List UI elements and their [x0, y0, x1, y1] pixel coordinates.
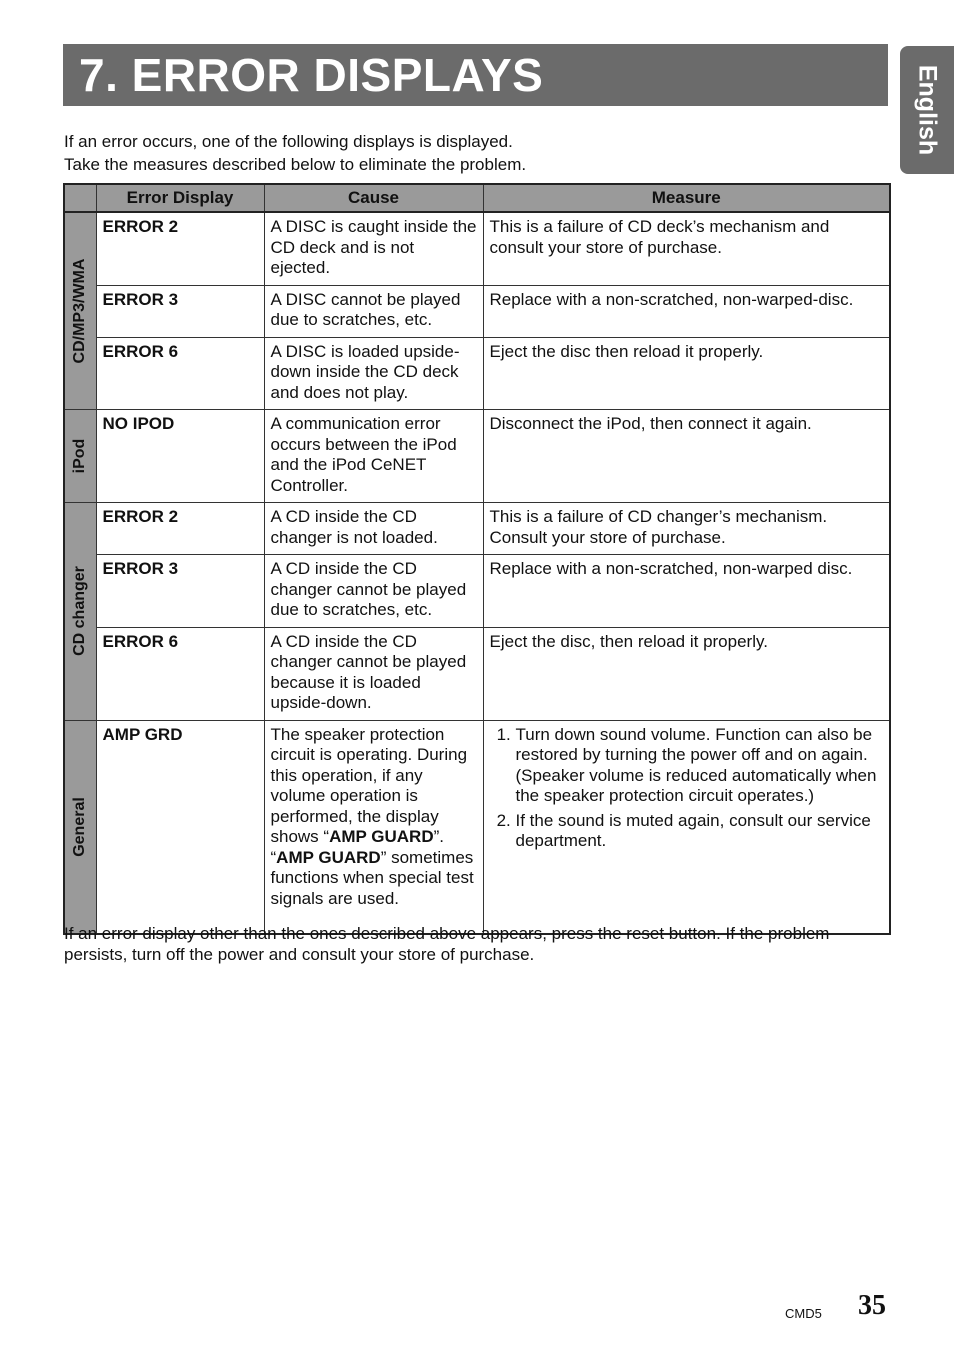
measure-item	[516, 811, 884, 852]
table-row	[64, 720, 890, 934]
error-code: ERROR 2	[96, 212, 264, 285]
measure-item-note: (Speaker volume is reduced automatically when the speaker protection circuit operates.)	[515, 765, 877, 805]
group-label-cell	[64, 212, 96, 410]
group-label-cell	[64, 410, 96, 503]
header-cause: Cause	[264, 184, 483, 212]
measure-item	[516, 725, 884, 807]
error-cause: A DISC is caught inside the CD deck and is not ejected.	[264, 212, 483, 285]
table-header-row	[64, 184, 890, 212]
intro-line: If an error occurs, one of the following displays is displayed.	[64, 132, 513, 151]
error-measure: This is a failure of CD changer’s mechanism. Consult your store of purchase.	[483, 503, 890, 555]
cause-emphasis: AMP GUARD	[329, 827, 434, 846]
error-code: ERROR 6	[96, 337, 264, 410]
error-cause: A DISC cannot be played due to scratches, etc.	[264, 285, 483, 337]
intro-line: Take the measures described below to eliminate the problem.	[64, 155, 527, 174]
cause-text: ” sometimes functions when special test signals are used.	[270, 847, 474, 908]
error-code: ERROR 6	[96, 627, 264, 720]
error-code: ERROR 3	[96, 555, 264, 628]
measure-list	[490, 725, 884, 852]
language-tab	[900, 46, 954, 174]
intro-text	[64, 130, 526, 176]
cause-text: ”. “	[270, 827, 444, 867]
table-row	[64, 503, 890, 555]
section-title-bar	[63, 44, 888, 106]
table-row	[64, 627, 890, 720]
error-cause: A CD inside the CD changer cannot be played because it is loaded upside-down.	[264, 627, 483, 720]
page-number: 35	[858, 1290, 886, 1321]
group-label-cell	[64, 503, 96, 721]
error-measure	[483, 720, 890, 934]
cause-emphasis: AMP GUARD	[276, 847, 381, 867]
page-title: 7. ERROR DISPLAYS	[79, 49, 544, 101]
group-label: CD/MP3/WMA	[71, 258, 88, 364]
error-code: AMP GRD	[96, 720, 264, 934]
table-row	[64, 212, 890, 285]
footer-note: If an error display other than the ones described above appears, press the reset button. If the problem persists, turn off the power and consult your store of purchase.	[64, 924, 830, 964]
group-label-cell	[64, 720, 96, 934]
error-cause: A DISC is loaded upside-down inside the CD deck and does not play.	[264, 337, 483, 410]
error-cause: A communication error occurs between the iPod and the iPod CeNET Controller.	[264, 410, 483, 503]
table-row	[64, 410, 890, 503]
measure-item-text: If the sound is muted again, consult our service department.	[515, 810, 871, 850]
error-cause: A CD inside the CD changer is not loaded.	[264, 503, 483, 555]
group-label: iPod	[71, 438, 88, 474]
table-row	[64, 337, 890, 410]
error-code: ERROR 3	[96, 285, 264, 337]
error-table	[63, 183, 891, 935]
error-code: NO IPOD	[96, 410, 264, 503]
group-label: CD changer	[71, 566, 88, 657]
error-measure: Replace with a non-scratched, non-warped-disc.	[483, 285, 890, 337]
error-measure: This is a failure of CD deck’s mechanism and consult your store of purchase.	[483, 212, 890, 285]
header-error-display: Error Display	[96, 184, 264, 212]
error-measure: Disconnect the iPod, then connect it again.	[483, 410, 890, 503]
header-measure: Measure	[483, 184, 890, 212]
cause-text: The speaker protection circuit is operating. During this operation, if any volume operation is performed, the display shows “	[270, 724, 468, 846]
error-measure: Eject the disc then reload it properly.	[483, 337, 890, 410]
table-row	[64, 555, 890, 628]
error-cause	[264, 720, 483, 934]
language-tab-label: English	[913, 64, 942, 156]
error-measure: Replace with a non-scratched, non-warped disc.	[483, 555, 890, 628]
error-measure: Eject the disc, then reload it properly.	[483, 627, 890, 720]
model-code: CMD5	[785, 1306, 822, 1321]
error-code: ERROR 2	[96, 503, 264, 555]
table-row	[64, 285, 890, 337]
group-label: General	[71, 796, 88, 857]
measure-item-text: Turn down sound volume. Function can also be restored by turning the power off and on again.	[515, 724, 873, 764]
error-cause: A CD inside the CD changer cannot be played due to scratches, etc.	[264, 555, 483, 628]
header-group-cell	[64, 184, 96, 212]
